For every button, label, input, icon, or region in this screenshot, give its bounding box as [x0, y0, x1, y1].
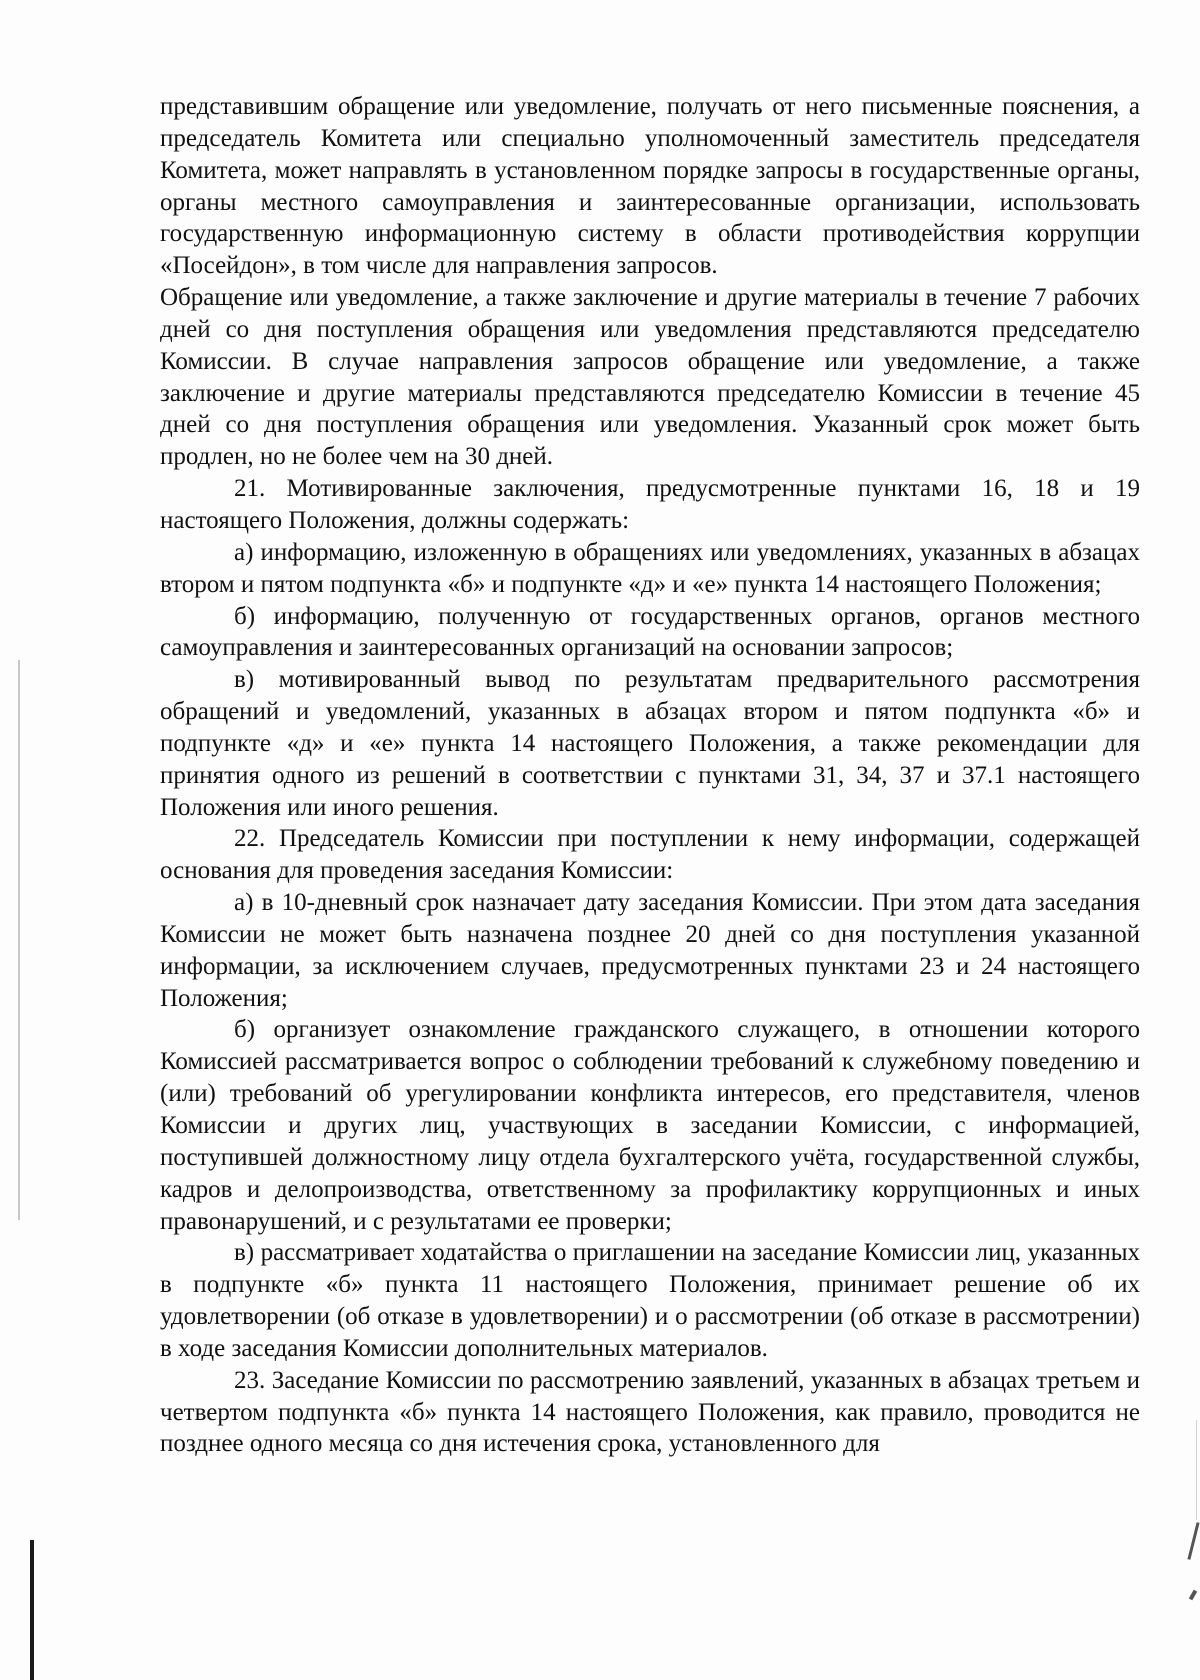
document-body: [160, 91, 1140, 1460]
paragraph-item-22-a: а) в 10-дневный срок назначает дату заседания Комиссии. При этом дата заседания Комиссии не может быть назначена позднее 20 дней со дня поступления указанной информации, за исключением случаев, предусмотренных пунктами 23 и 24 настоящего Положения;: [160, 889, 1140, 1012]
paragraph-item-21-a: а) информацию, изложенную в обращениях или уведомлениях, указанных в абзацах втором и пятом подпункта «б» и подпункте «д» и «е» пункта 14 настоящего Положения;: [160, 538, 1140, 598]
paragraph-item-21: 21. Мотивированные заключения, предусмотренные пунктами 16, 18 и 19 настоящего Положения, должны содержать:: [160, 475, 1140, 534]
paragraph-item-22-b: б) организует ознакомление гражданского служащего, в отношении которого Комиссией рассматривается вопрос о соблюдении требований к служебному поведению и (или) требований об урегулировании конфликта интересов, его представителя, членов Комиссии и других лиц, участвующих в заседании Комиссии, с информацией, поступившей должностному лицу отдела бухгалтерского учёта, государственной службы, кадров и делопроизводства, ответственному за профилактику коррупционных и иных правонарушений, и с результатами ее проверки;: [160, 1016, 1140, 1235]
paragraph-continuation: представившим обращение или уведомление, получать от него письменные пояснения, а председатель Комитета или специально уполномоченный заместитель председателя Комитета, может направлять в установленном порядке запросы в государственные органы, органы местного самоуправления и заинтересованные организации, использовать государственную информационную систему в области противодействия коррупции «Посейдон», в том числе для направления запросов.: [160, 93, 1140, 280]
paragraph-item-21-b: б) информацию, полученную от государственных органов, органов местного самоуправления и заинтересованных организаций на основании запросов;: [160, 602, 1140, 662]
paragraph-item-23: 23. Заседание Комиссии по рассмотрению заявлений, указанных в абзацах третьем и четвертом подпункта «б» пункта 14 настоящего Положения, как правило, проводится не позднее одного месяца со дня истечения срока, установленного для: [160, 1366, 1140, 1458]
paragraph-item-22: 22. Председатель Комиссии при поступлении к нему информации, содержащей основания для проведения заседания Комиссии:: [160, 825, 1140, 885]
paragraph-item-21-v: в) мотивированный вывод по результатам предварительного рассмотрения обращений и уведомлений, указанных в абзацах втором и пятом подпункта «б» и подпункте «д» и «е» пункта 14 настоящего Положения, а также рекомендации для принятия одного из решений в соответствии с пунктами 31, 34, 37 и 37.1 настоящего Положения или иного решения.: [160, 666, 1140, 821]
scan-speck-right-small: [1189, 1590, 1197, 1601]
scan-edge-mark-right: [1196, 1420, 1197, 1520]
paragraph-notification-deadlines: Обращение или уведомление, а также заключение и другие материалы в течение 7 рабочих дней со дня поступления обращения или уведомления представляются председателю Комиссии. В случае направления запросов обращение или уведомление, а также заключение и другие материалы представляются председателю Комиссии в течение 45 дней со дня поступления обращения или уведомления. Указанный срок может быть продлен, но не более чем на 30 дней.: [160, 284, 1140, 471]
scan-speck-right: [1187, 1522, 1199, 1560]
scan-binding-mark: [30, 1540, 34, 1680]
scan-edge-mark-left: [18, 660, 20, 1220]
paragraph-item-22-v: в) рассматривает ходатайства о приглашении на заседание Комиссии лиц, указанных в подпункте «б» пункта 11 настоящего Положения, принимает решение об их удовлетворении (об отказе в удовлетворении) и о рассмотрении (об отказе в рассмотрении) в ходе заседания Комиссии дополнительных материалов.: [160, 1239, 1140, 1362]
